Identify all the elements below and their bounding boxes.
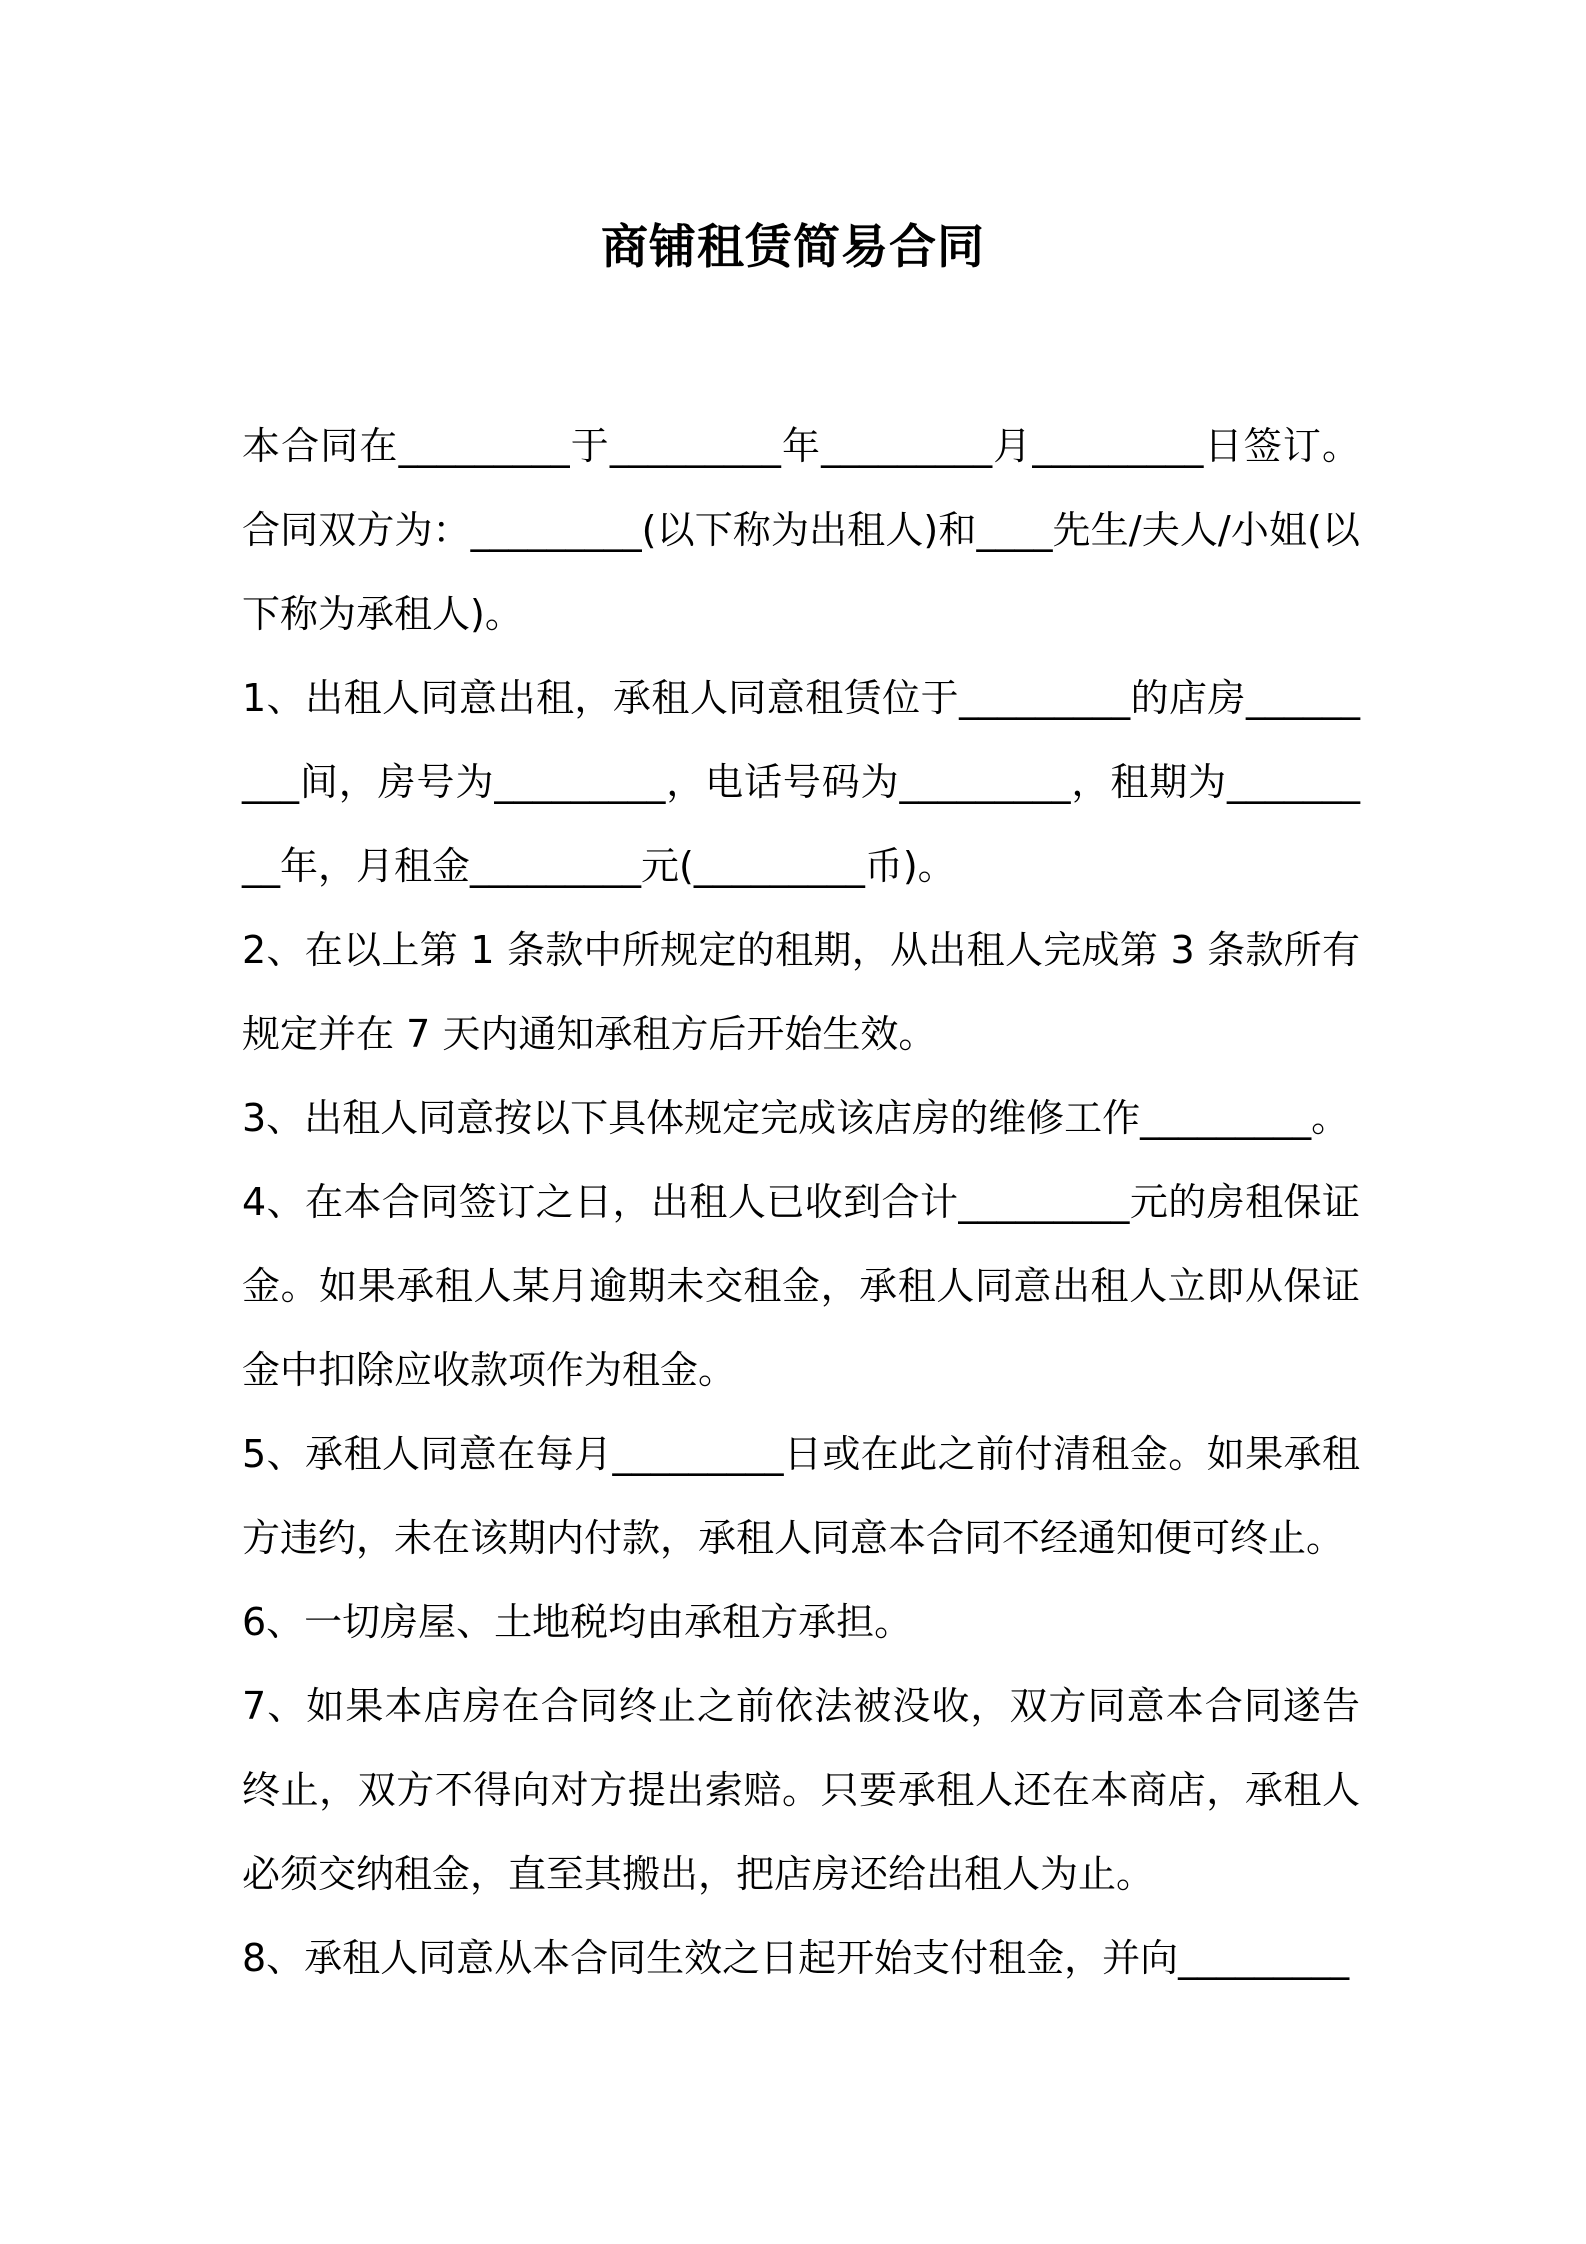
paragraph-intro: 本合同在_________于_________年_________月_________日签订。合同双方为：_________(以下称为出租人)和____先生/夫人/小姐(以下称为承租人)。 <box>242 424 1360 636</box>
clause-8: 8、承租人同意从本合同生效之日起开始支付租金，并向_________ <box>242 1936 1350 1980</box>
clause-4: 4、在本合同签订之日，出租人已收到合计_________元的房租保证金。如果承租人某月逾期未交租金，承租人同意出租人立即从保证金中扣除应收款项作为租金。 <box>242 1180 1360 1392</box>
clause-7: 7、如果本店房在合同终止之前依法被没收，双方同意本合同遂告终止，双方不得向对方提出索赔。只要承租人还在本商店，承租人必须交纳租金，直至其搬出，把店房还给出租人为止。 <box>242 1684 1360 1896</box>
clause-1: 1、出租人同意出租，承租人同意租赁位于_________的店房_________间，房号为_________，电话号码为_________，租期为_________年，月租金_________元(_________币)。 <box>242 676 1360 888</box>
document-title: 商铺租赁简易合同 <box>601 220 985 275</box>
clause-6: 6、一切房屋、土地税均由承租方承担。 <box>242 1600 913 1644</box>
clause-5: 5、承租人同意在每月_________日或在此之前付清租金。如果承租方违约，未在该期内付款，承租人同意本合同不经通知便可终止。 <box>242 1432 1360 1560</box>
clause-3: 3、出租人同意按以下具体规定完成该店房的维修工作_________。 <box>242 1096 1350 1140</box>
clause-2: 2、在以上第 1 条款中所规定的租期，从出租人完成第 3 条款所有规定并在 7 天内通知承租方后开始生效。 <box>242 928 1360 1056</box>
document-body <box>242 404 1360 2000</box>
